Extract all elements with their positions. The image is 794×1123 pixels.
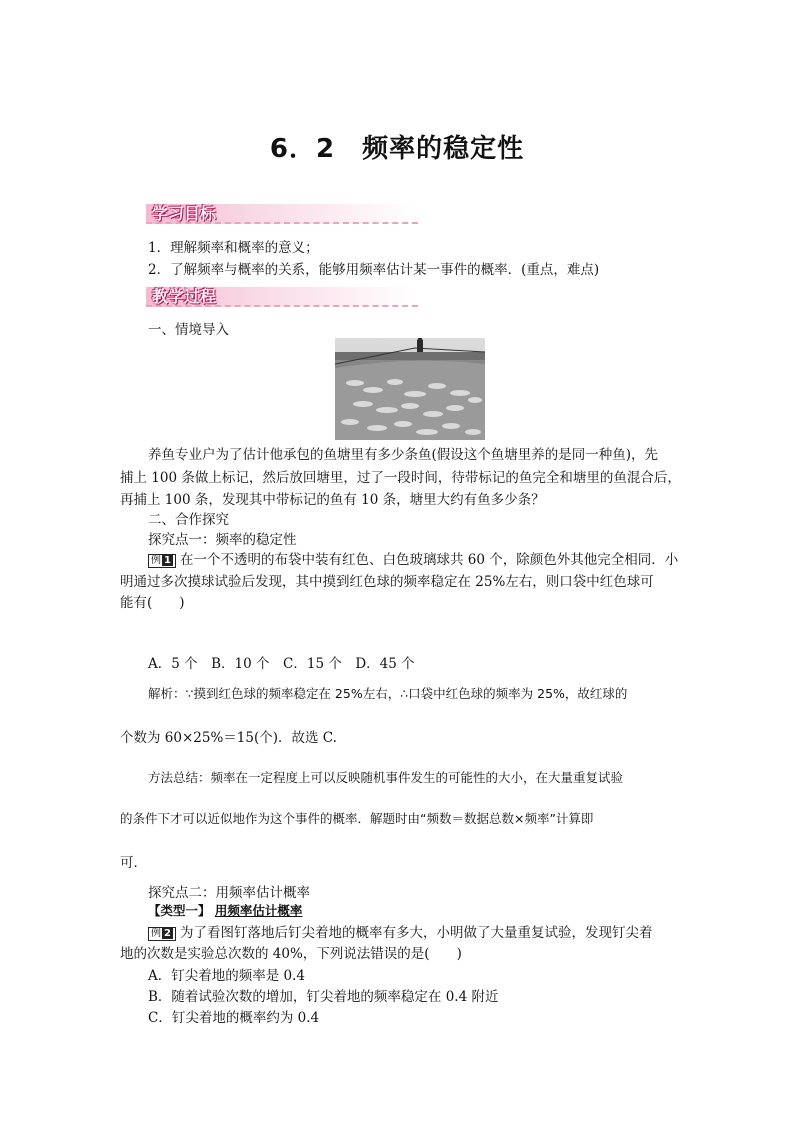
section-banner-label: 学习目标 <box>152 204 217 223</box>
example-badge: 例 2 <box>148 927 176 941</box>
example-2-line: 地的次数是实验总次数的 40%，下列说法错误的是( ) <box>120 946 462 962</box>
intro-text: 养鱼专业户为了估计他承包的鱼塘里有多少条鱼(假设这个鱼塘里养的是同一种鱼)，先 <box>148 447 659 463</box>
analysis-text: 解析：∵摸到红色球的频率稳定在 25%左右，∴口袋中红色球的频率为 25%，故红球的 <box>148 686 628 701</box>
section-banner-objectives <box>146 204 418 224</box>
example-2-option: B．随着试验次数的增加，钉尖着地的频率稳定在 0.4 附近 <box>148 989 499 1005</box>
objective-item: 1．理解频率和概率的意义； <box>148 240 319 256</box>
example-1-line: 明通过多次摸球试验后发现，其中摸到红色球的频率稳定在 25%左右，则口袋中红色球可 <box>120 574 654 590</box>
example-2-line: 例 2 为了看图钉落地后钉尖着地的概率有多大，小明做了大量重复试验，发现钉尖着 <box>148 921 652 941</box>
example-2-option: A．钉尖着地的频率是 0.4 <box>148 968 306 984</box>
analysis-text: 个数为 60×25%＝15(个)．故选 C. <box>120 730 337 746</box>
objective-item: 2．了解频率与概率的关系，能够用频率估计某一事件的概率．(重点，难点) <box>148 262 600 278</box>
method-summary-text: 的条件下才可以近似地作为这个事件的概率．解题时由“频数＝数据总数×频率”计算即 <box>120 811 594 826</box>
intro-text: 捕上 100 条做上标记，然后放回塘里，过了一段时间，待带标记的鱼完全和塘里的鱼混合后， <box>120 470 681 486</box>
fish-pond-photo <box>335 338 485 440</box>
type-label: 【类型一】 <box>148 903 211 918</box>
method-summary-text: 方法总结：频率在一定程度上可以反映随机事件发生的可能性的大小，在大量重复试验 <box>148 770 624 785</box>
type-title: 用频率估计概率 <box>214 903 303 918</box>
type-heading <box>148 901 302 919</box>
part-heading: 一、情境导入 <box>148 322 229 338</box>
page-title: 6．2 频率的稳定性 <box>269 134 525 164</box>
section-banner-label: 教学过程 <box>152 287 217 306</box>
example-1-options: A．5 个 B．10 个 C．15 个 D．45 个 <box>148 656 415 672</box>
example-1-line: 能有( ) <box>120 595 185 611</box>
explore-heading: 探究点一：频率的稳定性 <box>148 532 297 548</box>
example-1-line: 例 1 在一个不透明的布袋中装有红色、白色玻璃球共 60 个，除颜色外其他完全相同．小 <box>148 548 678 568</box>
part-heading: 二、合作探究 <box>148 512 229 528</box>
example-2-option: C．钉尖着地的概率约为 0.4 <box>148 1010 320 1026</box>
section-banner-process <box>146 287 418 307</box>
example-badge: 例 1 <box>148 554 176 568</box>
intro-text: 再捕上 100 条，发现其中带标记的鱼有 10 条，塘里大约有鱼多少条？ <box>120 492 545 508</box>
method-summary-text: 可． <box>120 855 147 871</box>
explore-heading: 探究点二：用频率估计概率 <box>148 885 310 901</box>
